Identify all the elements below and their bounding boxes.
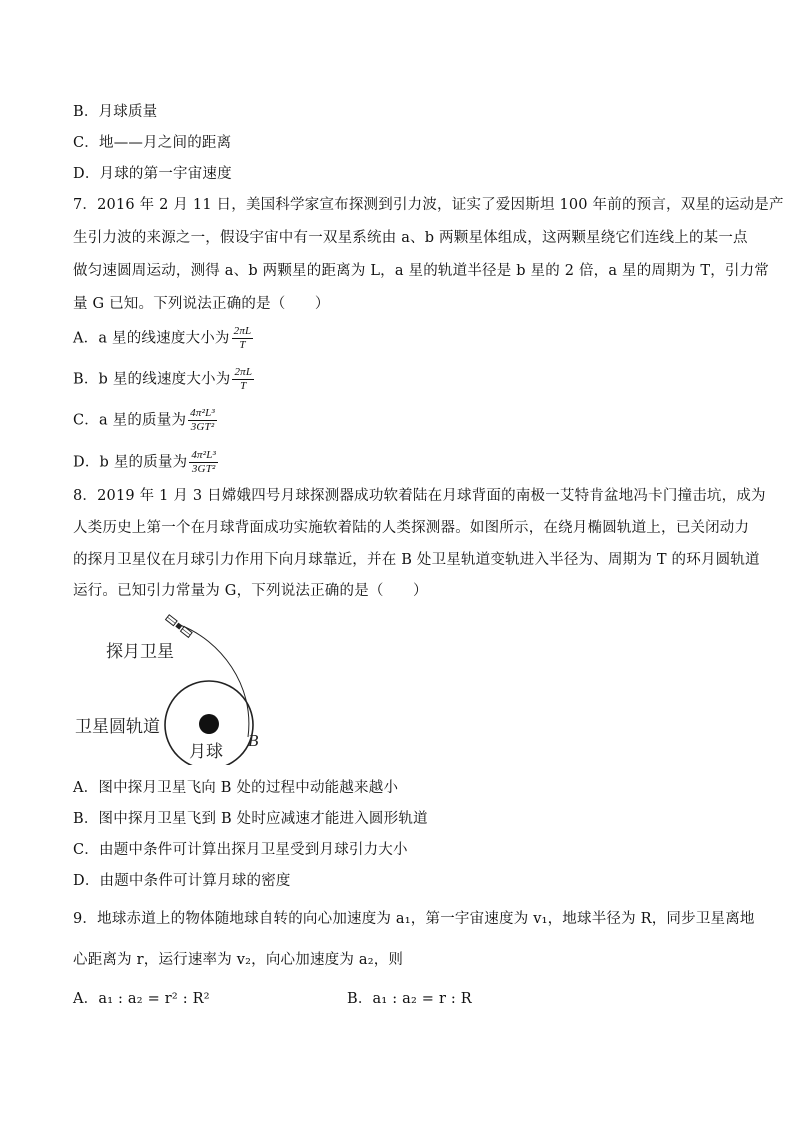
q8-option-d: D．由题中条件可计算月球的密度 bbox=[73, 873, 291, 889]
q7-stem-line3: 做匀速圆周运动，测得 a、b 两颗星的距离为 L，a 星的轨道半径是 b 星的 2 倍，a 星的周期为 T，引力常 bbox=[73, 263, 770, 279]
q9-stem-line2: 心距离为 r，运行速率为 v₂，向心加速度为 a₂，则 bbox=[73, 952, 404, 968]
q7-option-b-text: B．b 星的线速度大小为 bbox=[73, 371, 231, 388]
q7-option-d-text: D．b 星的质量为 bbox=[73, 454, 188, 471]
q8-stem-line1: 8．2019 年 1 月 3 日嫦娥四号月球探测器成功软着陆在月球背面的南极一艾特肯盆地冯卡门撞击坑，成为 bbox=[73, 488, 766, 504]
q7-option-a bbox=[73, 325, 253, 352]
moon-label: 月球 bbox=[189, 742, 223, 762]
satellite-icon bbox=[166, 615, 193, 638]
q7-option-a-numerator: 2πL bbox=[233, 325, 252, 337]
q8-stem-line4: 运行。已知引力常量为 G，下列说法正确的是（ ） bbox=[73, 583, 428, 599]
q7-option-d bbox=[73, 449, 218, 476]
q8-option-c: C．由题中条件可计算出探月卫星受到月球引力大小 bbox=[73, 842, 408, 858]
q7-option-b bbox=[73, 366, 254, 393]
q7-option-a-denominator: T bbox=[239, 339, 246, 351]
q9-option-a: A．a₁ : a₂ = r² : R² bbox=[73, 991, 210, 1007]
q8-stem-line2: 人类历史上第一个在月球背面成功实施软着陆的人类探测器。如图所示，在绕月椭圆轨道上，已关闭动力 bbox=[73, 520, 750, 536]
q7-option-d-fraction bbox=[189, 449, 218, 476]
q7-option-c-numerator: 4π²L³ bbox=[190, 407, 215, 419]
q6-option-b: B．月球质量 bbox=[73, 104, 158, 120]
orbit-label: 卫星圆轨道 bbox=[75, 717, 160, 737]
q7-option-c-fraction bbox=[188, 407, 217, 434]
q7-option-d-numerator: 4π²L³ bbox=[191, 449, 217, 461]
q7-option-c bbox=[73, 407, 217, 434]
q7-option-b-fraction bbox=[232, 366, 254, 393]
q8-option-a: A．图中探月卫星飞向 B 处的过程中动能越来越小 bbox=[73, 780, 399, 796]
q7-option-c-denominator: 3GT² bbox=[190, 421, 215, 433]
q7-stem-line4: 量 G 已知。下列说法正确的是（ ） bbox=[73, 296, 330, 312]
q7-option-a-text: A．a 星的线速度大小为 bbox=[73, 330, 230, 347]
q7-option-b-numerator: 2πL bbox=[234, 366, 253, 378]
q7-option-d-denominator: 3GT² bbox=[191, 463, 216, 475]
q9-option-b: B．a₁ : a₂ = r : R bbox=[347, 991, 472, 1007]
satellite-label: 探月卫星 bbox=[106, 642, 174, 662]
q8-option-b: B．图中探月卫星飞到 B 处时应减速才能进入圆形轨道 bbox=[73, 811, 428, 827]
q6-option-d: D．月球的第一宇宙速度 bbox=[73, 166, 232, 182]
q7-stem-line2: 生引力波的来源之一，假设宇宙中有一双星系统由 a、b 两颗星体组成，这两颗星绕它们连线上的某一点 bbox=[73, 230, 748, 246]
q8-stem-line3: 的探月卫星仪在月球引力作用下向月球靠近，并在 B 处卫星轨道变轨进入半径为、周期为 T 的环月圆轨道 bbox=[73, 552, 760, 568]
q9-stem-line1: 9．地球赤道上的物体随地球自转的向心加速度为 a₁，第一宇宙速度为 v₁，地球半径为 R，同步卫星离地 bbox=[73, 911, 755, 927]
q6-option-c: C．地——月之间的距离 bbox=[73, 135, 232, 151]
q7-option-b-denominator: T bbox=[240, 380, 247, 392]
moon-body bbox=[199, 714, 219, 734]
point-b-label: B bbox=[248, 731, 259, 750]
q7-option-a-fraction bbox=[232, 325, 254, 352]
q7-option-c-text: C．a 星的质量为 bbox=[73, 412, 187, 429]
q7-stem-line1: 7．2016 年 2 月 11 日，美国科学家宣布探测到引力波，证实了爱因斯坦 100 年前的预言，双星的运动是产 bbox=[73, 197, 784, 213]
